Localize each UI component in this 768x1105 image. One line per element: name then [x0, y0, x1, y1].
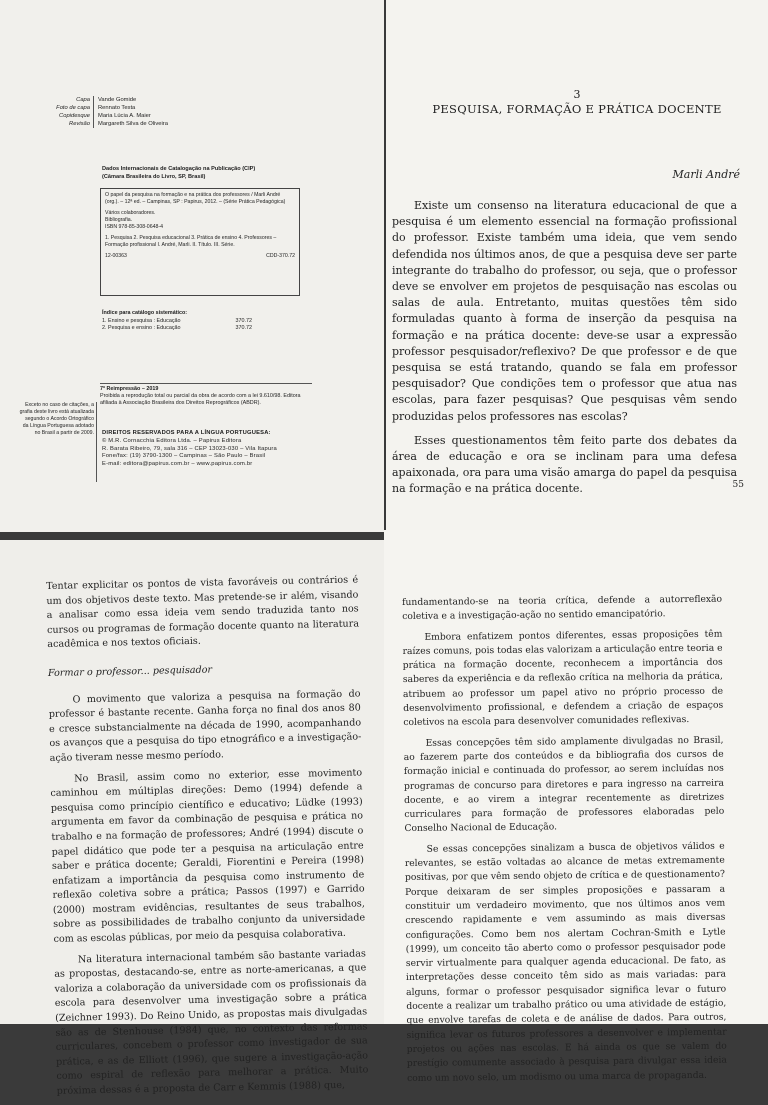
- cip-notes: Vários colaboradores. Bibliografia. ISBN 978-85-308-0648-4: [105, 210, 163, 230]
- copyright-page: [0, 0, 384, 532]
- paragraph: Tentar explicitar os pontos de vista favoráveis ou contrários é um dos objetivos deste texto. Mas pretende-se ir além, visando a analisar como essa ideia vem sendo traduzida tanto nos cursos ou programas de formação docente quanto na literatura acadêmica e nos textos oficiais.: [46, 574, 360, 651]
- paragraph: Na literatura internacional também são bastante variadas as propostas, destacando-se, entre as norte-americanas, a que valoriza a colaboração da universidade com os profissionais da escola para desenvolver uma investigação sobre a prática (Zeichner 1993). Do Reino Unido, as propostas mais divulgadas são as de Stenhouse (1984) que, no contexto das reformas curriculares, concebem o professor como investigador de sua prática, e as de Elliott (1996), que sugere a investigação-ação como espiral de reflexão para melhorar a prática. Muito próxima dessas é a proposta de Carr e Kemmis (1988) que,: [54, 948, 369, 1097]
- chapter-opening-page: [386, 0, 768, 530]
- paragraph: Esses questionamentos têm feito parte dos debates da área de educação e ora se inclinam para uma defesa apaixonada, ora para uma visão amarga do papel da pesquisa na formação e na prática docente.: [392, 433, 737, 496]
- paragraph: Existe um consenso na literatura educacional de que a pesquisa é um elemento essencial na formação profissional do professor. Existe também uma ideia, que vem sendo defendida nos últimos anos, de que a pesquisa deve ser parte integrante do trabalho do professor, ou seja, que o professor deve se envolver em projetos de pesquisação nas escolas ou salas de aula. Entretanto, muitas questões têm sido formuladas quanto à forma de inserção da pesquisa na formação e na prática docente: deve-se usar a expressão professor pesquisador/reflexivo? De que professor e de que pesquisa se está tratando, quando se fala em professor pesquisador? Que condições tem o professor que atua nas escolas, para fazer pesquisas? Que pesquisas vêm sendo produzidas pelos professores nas escolas?: [392, 199, 737, 423]
- chapter-body: [392, 198, 737, 506]
- cip-codes: 12-00363 CDD-370.72: [105, 253, 295, 259]
- credit-row: Copidesque Maria Lúcia A. Maier: [20, 112, 168, 120]
- body-page-right: [384, 530, 768, 1084]
- cip-heading: Dados Internacionais de Catalogação na Publicação (CIP) (Câmara Brasileira do Livro, SP, Brasil): [102, 166, 256, 180]
- paragraph: Se essas concepções sinalizam a busca de objetivos válidos e relevantes, se estão voltadas ao alcance de metas extremamente positivas, por que vêm sendo objeto de crítica e de questionamento? Porque deixaram de ser simples proposições e passaram a constituir um verdadeiro movimento, que nos últimos anos vem crescendo rapidamente e vem assumindo as mais diversas configurações. Como bem nos alertam Cochran-Smith e Lytle (1999), um conceito tão aberto como o professor pesquisador pode servir virtualmente para qualquer agenda educacional. De fato, as interpretações desse conceito têm sido as mais variadas: para alguns, formar o professor pesquisador significa levar o futuro docente a realizar um trabalho prático ou uma atividade de estágio, que envolve tarefas de coleta e de análise de dados. Para outros, significa levar os futuros professores a desenvolver e implementar projetos ou ações nas escolas. E há ainda os que se valem do prestígio comumente associado à pesquisa para divulgar essa ideia como um novo selo, um modismo ou uma marca de propaganda.: [404, 840, 727, 1084]
- index-item: 1. Ensino e pesquisa : Educação 370.72: [102, 317, 252, 324]
- credit-row: Revisão Margareth Silva de Oliveira: [20, 120, 168, 128]
- credit-row: Foto de capa Rennato Testa: [20, 104, 168, 112]
- reprint-info: 7ª Reimpressão – 2019 Proibida a reprodução total ou parcial da obra de acordo com a lei 9.610/98. Editora afiliada à Associação Brasileira dos Direitos Reprográficos (ABDR).: [100, 383, 312, 407]
- paragraph: No Brasil, assim como no exterior, esse movimento caminhou em múltiplas direções: Demo (1994) defende a pesquisa como princípio científico e educativo; Lüdke (1993) argumenta em favor da combinação de pesquisa e prática no trabalho e na formação de professores; André (1994) discute o papel didático que pode ter a pesquisa na articulação entre saber e prática docente; Geraldi, Fiorentini e Pereira (1998) enfatizam a importância da pesquisa como instrumento de reflexão coletiva sobre a prática; Passos (1997) e Garrido (2000) mostram evidências, resultantes de seus trabalhos, sobre as possibilidades de trabalho conjunto da universidade com as escolas públicas, por meio da pesquisa colaborativa.: [50, 766, 366, 945]
- rights-block: DIREITOS RESERVADOS PARA A LÍNGUA PORTUGUESA: © M.R. Cornacchia Editora Ltda. – Papirus Editora R. Barata Ribeiro, 79, sala 316 – CEP 13023-030 – Vila Itapura Fone/fax: (19) 3790-1300 – Campinas – São Paulo – Brasil E-mail: editora@papirus.com.br – www.papirus.com.br: [102, 430, 277, 468]
- catalog-index: Índice para catálogo sistemático: 1. Ensino e pesquisa : Educação 370.72 2. Pesquisa e ensino : Educação 370.72: [102, 310, 252, 331]
- body-page-left: [0, 540, 384, 1097]
- page-body: [46, 573, 369, 1105]
- chapter-number: 3: [573, 88, 581, 101]
- paragraph: Essas concepções têm sido amplamente divulgadas no Brasil, ao fazerem parte dos conteúdos e da bibliografia dos cursos de formação inicial e continuada do professor, ao serem incluídas nos programas de concurso para diretores e para ingresso na carreira docente, e ao virem a integrar recentemente as diretrizes curriculares para formação de professores elaboradas pelo Conselho Nacional de Educação.: [403, 734, 725, 835]
- section-heading: Formar o professor... pesquisador: [47, 664, 213, 679]
- orthography-note: Exceto no caso de citações, a grafia deste livro está atualizada segundo o Acordo Ortográfico da Língua Portuguesa adotado no Brasil a partir de 2009.: [19, 402, 94, 436]
- page-number: 55: [732, 480, 744, 490]
- divider: [96, 402, 97, 482]
- chapter-author: Marli André: [672, 168, 740, 181]
- paragraph: Embora enfatizem pontos diferentes, essas proposições têm raízes comuns, pois todas elas valorizam a articulação entre teoria e prática na formação docente, reconhecem a importância dos saberes da experiência e da reflexão crítica na melhoria da prática, atribuem ao professor um papel ativo no próprio processo de desenvolvimento profissional, e defendem a criação de espaços coletivos na escola para desenvolver comunidades reflexivas.: [402, 628, 724, 729]
- credit-row: Capa Vande Gomide: [20, 96, 168, 104]
- cip-record-box: [100, 188, 300, 296]
- credits-list: [20, 96, 168, 128]
- cip-reference: O papel da pesquisa na formação e na prática dos professores / Marli André (org.). – 12ª ed. – Campinas, SP : Papirus, 2012. – (Série Prática Pedagógica): [105, 192, 286, 205]
- cip-subjects: 1. Pesquisa 2. Pesquisa educacional 3. Prática de ensino 4. Professores – Formação profissional I. André, Marli. II. Título. III. Série.: [105, 235, 277, 248]
- paragraph: fundamentando-se na teoria crítica, defende a autorreflexão coletiva e a investigação-ação no sentido emancipatório.: [402, 593, 723, 623]
- index-item: 2. Pesquisa e ensino : Educação 370.72: [102, 325, 252, 331]
- page-body: [402, 593, 727, 1092]
- chapter-title: PESQUISA, FORMAÇÃO E PRÁTICA DOCENTE: [432, 102, 722, 116]
- paragraph: O movimento que valoriza a pesquisa na formação do professor é bastante recente. Ganha força no final dos anos 80 e cresce substancialmente na década de 1990, acompanhando os avanços que a pesquisa do tipo etnográfico e a investigação-ação tiveram nesse mesmo período.: [48, 688, 362, 764]
